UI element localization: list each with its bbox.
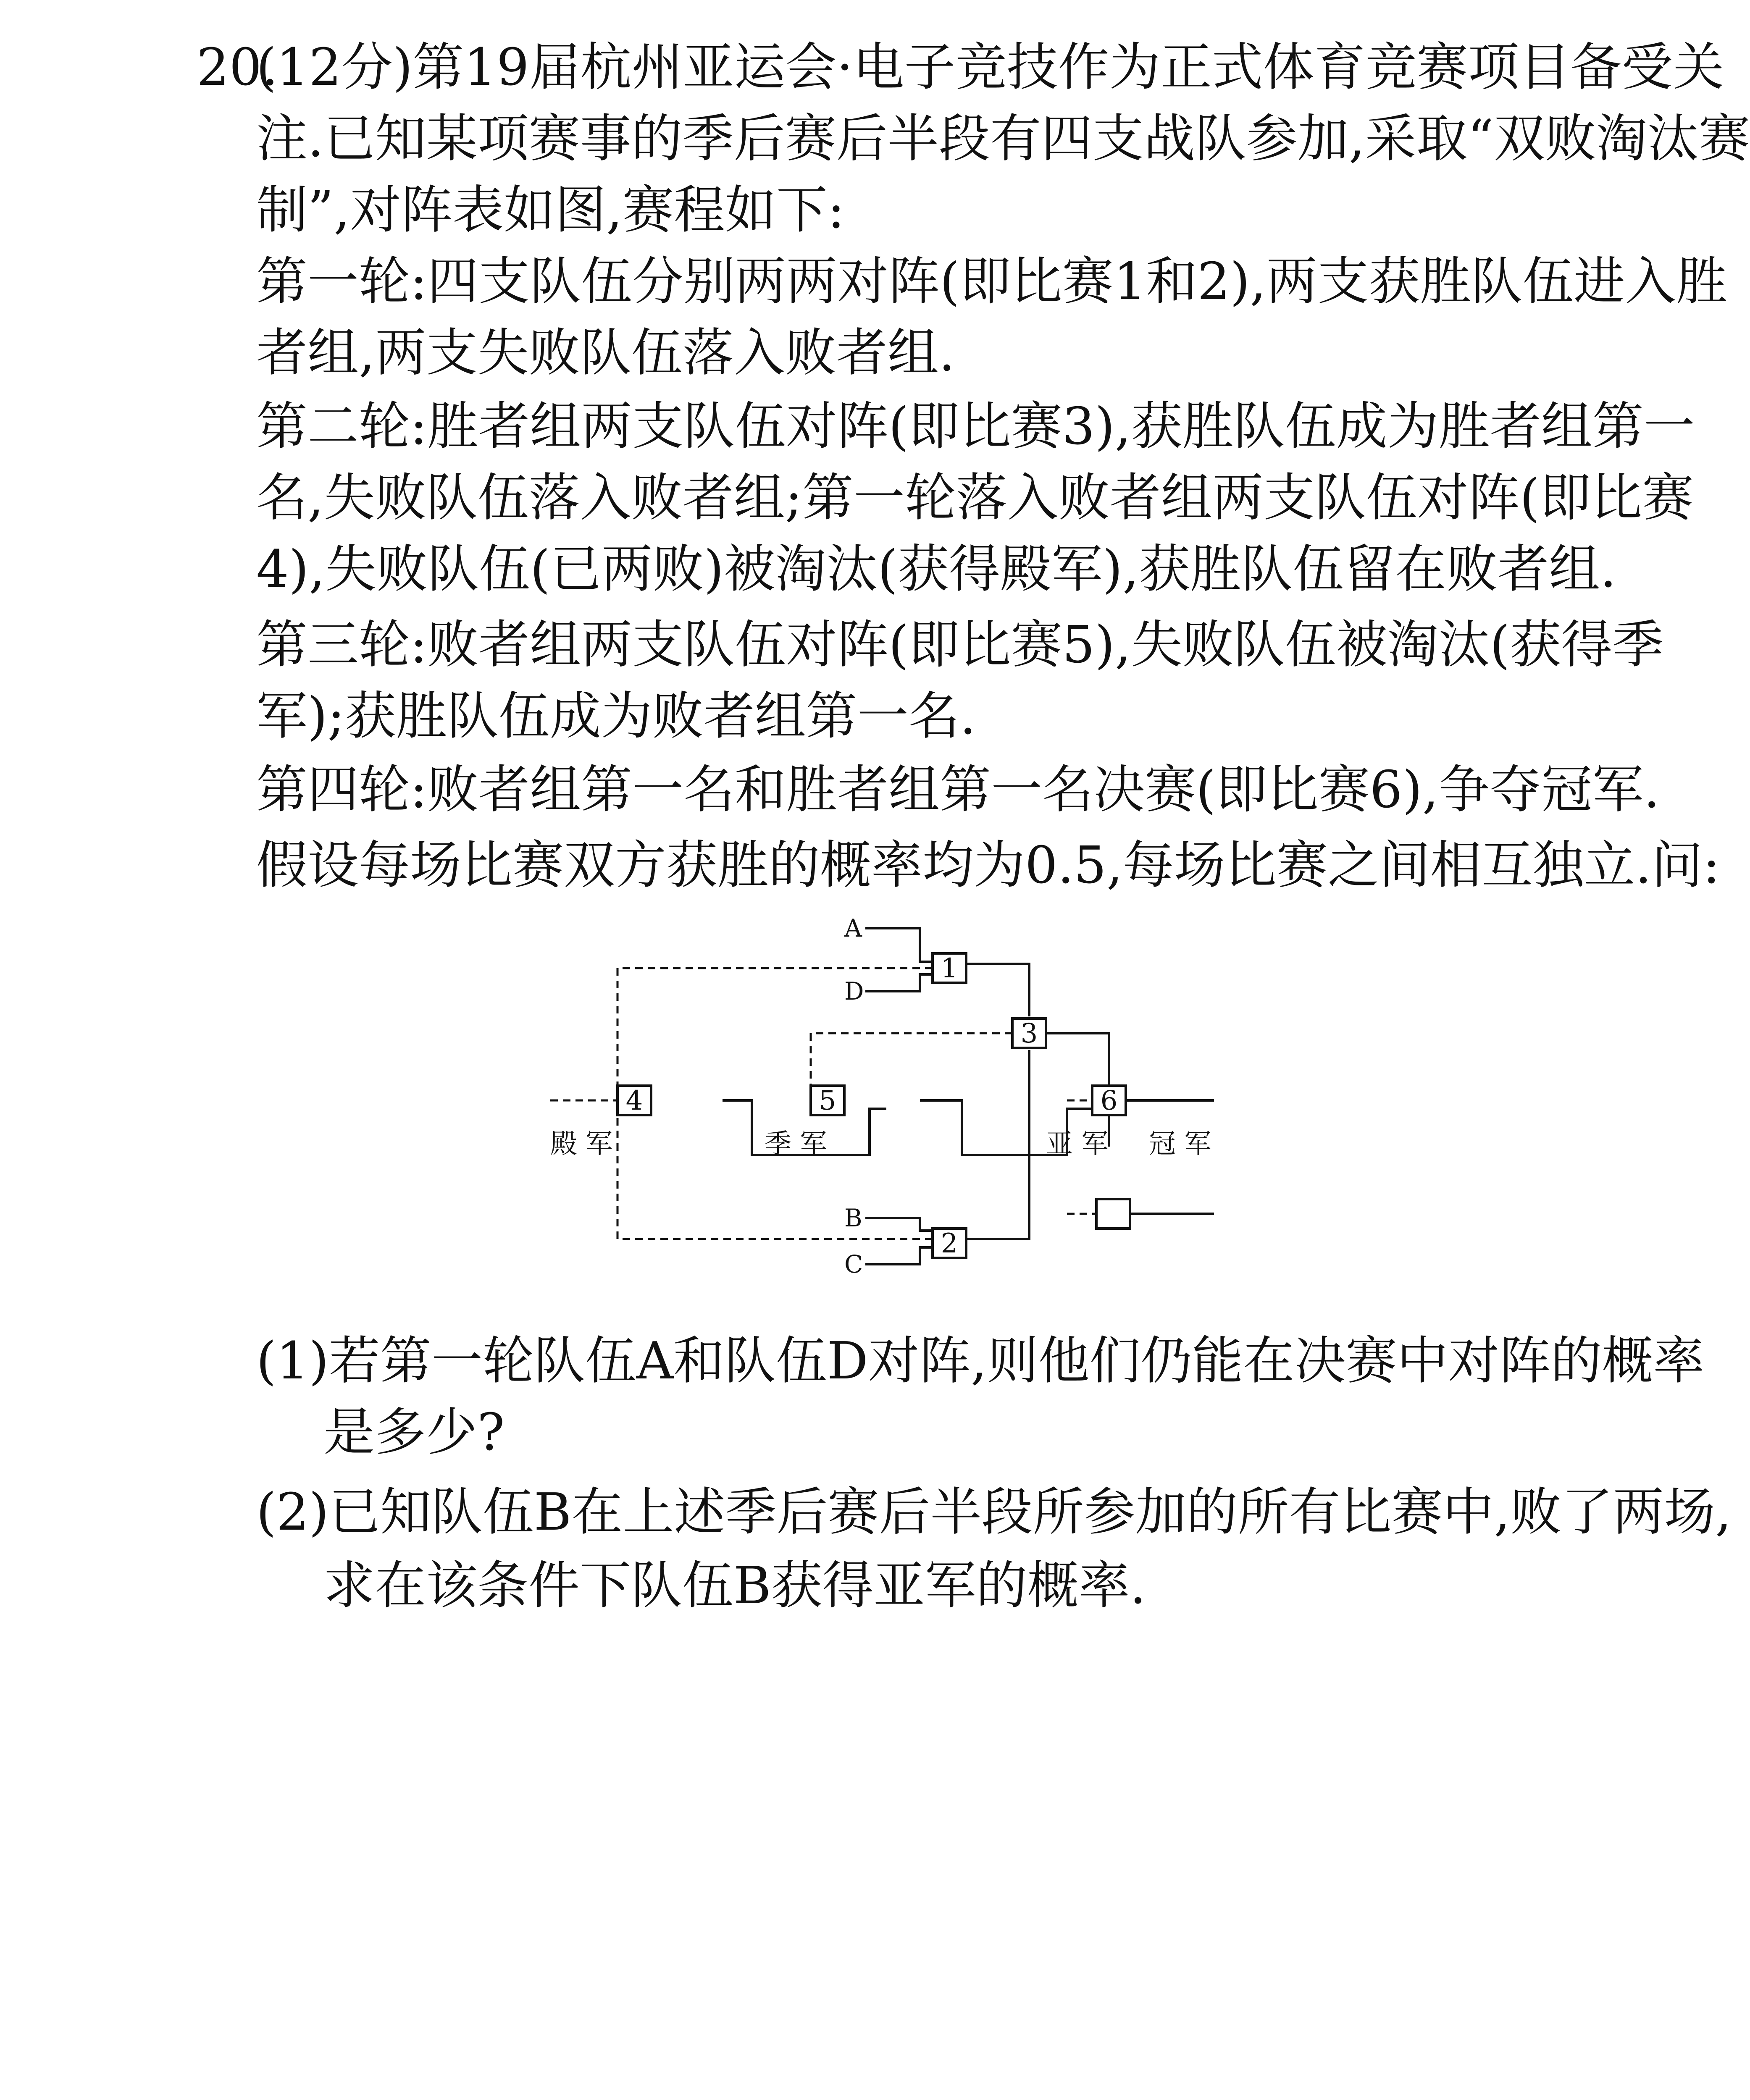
assumption-text: 假设每场比赛双方获胜的概率均为0.5,每场比赛之间相互独立.问:	[256, 835, 1720, 895]
double-elimination-bracket	[550, 911, 1252, 1298]
loser-path-line	[617, 968, 933, 1092]
question-number: 20.	[197, 37, 279, 97]
question-text: 制”,对阵表如图,赛程如下:	[256, 180, 845, 240]
team-label: B	[844, 1204, 862, 1232]
match-number: 1	[941, 953, 958, 984]
bracket-line	[1046, 1033, 1109, 1088]
bracket-line	[966, 1050, 1029, 1239]
sub-question-text: (1)若第一轮队伍A和队伍D对阵,则他们仍能在决赛中对阵的概率	[256, 1331, 1705, 1391]
team-label: C	[844, 1250, 863, 1278]
third-place-label: 季 军	[765, 1129, 827, 1160]
bracket-line	[865, 974, 933, 991]
team-label: D	[844, 977, 864, 1005]
sub-question-text: (2)已知队伍B在上述季后赛后半段所参加的所有比赛中,败了两场,	[256, 1482, 1732, 1542]
bracket-line	[865, 1247, 933, 1264]
round-text: 第一轮:四支队伍分别两两对阵(即比赛1和2),两支获胜队伍进入胜	[256, 252, 1728, 311]
round-text: 者组,两支失败队伍落入败者组.	[256, 323, 955, 383]
match-number: 6	[1100, 1085, 1118, 1116]
question-text: 注.已知某项赛事的季后赛后半段有四支战队参加,采取“双败淘汰赛	[256, 109, 1750, 168]
sub-question-text: 求在该条件下队伍B获得亚军的概率.	[323, 1556, 1146, 1615]
team-label: A	[844, 914, 862, 942]
round-text: 第二轮:胜者组两支队伍对阵(即比赛3),获胜队伍成为胜者组第一	[256, 396, 1695, 456]
match-number: 3	[1020, 1018, 1038, 1049]
match-number: 5	[819, 1085, 836, 1116]
bracket-line	[865, 1218, 933, 1231]
fourth-place-label: 殿 军	[550, 1129, 613, 1160]
champion-label: 冠 军	[1149, 1129, 1211, 1160]
bracket-line	[865, 928, 933, 962]
empty-result-box	[1096, 1199, 1130, 1228]
loser-path-line	[811, 1033, 1012, 1092]
round-text: 第三轮:败者组两支队伍对阵(即比赛5),失败队伍被淘汰(获得季	[256, 615, 1664, 675]
round-text: 名,失败队伍落入败者组;第一轮落入败者组两支队伍对阵(即比赛	[256, 468, 1694, 528]
question-text: (12分)第19届杭州亚运会·电子竞技作为正式体育竞赛项目备受关	[256, 37, 1724, 97]
round-text: 4),失败队伍(已两败)被淘汰(获得殿军),获胜队伍留在败者组.	[256, 539, 1616, 599]
sub-question-text: 是多少?	[323, 1402, 505, 1462]
match-number: 2	[941, 1228, 958, 1259]
round-text: 第四轮:败者组第一名和胜者组第一名决赛(即比赛6),争夺冠军.	[256, 760, 1660, 819]
bracket-line	[966, 964, 1029, 1016]
runner-up-label: 亚 军	[1046, 1129, 1109, 1160]
round-text: 军);获胜队伍成为败者组第一名.	[256, 686, 976, 746]
match-number: 4	[625, 1085, 643, 1116]
